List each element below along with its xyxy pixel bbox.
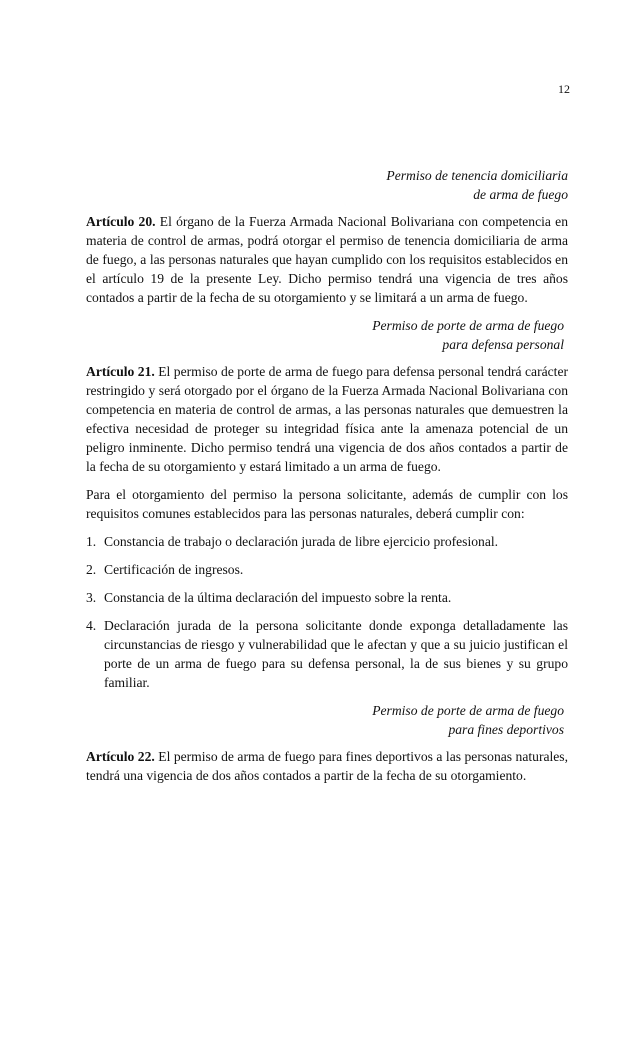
heading-line: Permiso de tenencia domiciliaria bbox=[386, 168, 568, 183]
list-item bbox=[86, 616, 568, 692]
article-20-paragraph bbox=[86, 212, 568, 307]
article-21-paragraph bbox=[86, 362, 568, 476]
section-heading-defensa-personal bbox=[86, 316, 564, 354]
heading-line: de arma de fuego bbox=[473, 187, 568, 202]
list-item-number: 1. bbox=[86, 534, 97, 549]
list-item-number: 2. bbox=[86, 562, 97, 577]
list-item-text: Constancia de trabajo o declaración jurada de libre ejercicio profesional. bbox=[104, 534, 499, 549]
section-heading-fines-deportivos bbox=[86, 701, 564, 739]
article-label: Artículo 22. bbox=[86, 749, 155, 764]
list-item-text: Declaración jurada de la persona solicitante donde exponga detalladamente las circunstancias de riesgo y vulnerabilidad que le afectan y que a su juicio justifican el porte de un arma de fuego para su defensa personal, la de sus bienes y su grupo familiar. bbox=[104, 618, 568, 690]
list-item-text: Certificación de ingresos. bbox=[104, 562, 244, 577]
article-text: El permiso de arma de fuego para fines deportivos a las personas naturales, tendrá una vigencia de dos años contados a partir de la fecha de su otorgamiento. bbox=[86, 749, 568, 783]
list-item bbox=[86, 588, 568, 607]
article-22-paragraph bbox=[86, 747, 568, 785]
list-item-number: 4. bbox=[86, 618, 97, 633]
section-heading-tenencia bbox=[86, 166, 568, 204]
requirements-list bbox=[86, 532, 568, 692]
document-body bbox=[86, 166, 568, 794]
heading-line: para fines deportivos bbox=[448, 722, 564, 737]
list-item-number: 3. bbox=[86, 590, 97, 605]
requirements-intro-paragraph: Para el otorgamiento del permiso la persona solicitante, además de cumplir con los requisitos comunes establecidos para las personas naturales, deberá cumplir con: bbox=[86, 487, 568, 521]
list-item-text: Constancia de la última declaración del impuesto sobre la renta. bbox=[104, 590, 452, 605]
article-label: Artículo 21. bbox=[86, 364, 155, 379]
article-text: El órgano de la Fuerza Armada Nacional Bolivariana con competencia en materia de control de armas, podrá otorgar el permiso de tenencia domiciliaria de arma de fuego, a las personas naturales que hayan cumplido con los requisitos establecidos en el artículo 19 de la presente Ley. Dicho permiso tendrá una vigencia de tres años contados a partir de la fecha de su otorgamiento y se limitará a un arma de fuego. bbox=[86, 214, 569, 305]
heading-line: Permiso de porte de arma de fuego bbox=[372, 318, 564, 333]
article-label: Artículo 20. bbox=[86, 214, 156, 229]
article-text: El permiso de porte de arma de fuego para defensa personal tendrá carácter restringido y será otorgado por el órgano de la Fuerza Armada Nacional Bolivariana con competencia en materia de control de armas, a las personas naturales que demuestren la efectiva necesidad de proteger su integridad física ante la amenaza potencial de un peligro inminente. Dicho permiso tendrá una vigencia de dos años contados a partir de la fecha de su otorgamiento y estará limitado a un arma de fuego. bbox=[86, 364, 569, 474]
list-item bbox=[86, 560, 568, 579]
heading-line: Permiso de porte de arma de fuego bbox=[372, 703, 564, 718]
heading-line: para defensa personal bbox=[442, 337, 564, 352]
list-item bbox=[86, 532, 568, 551]
page-number: 12 bbox=[558, 82, 570, 96]
